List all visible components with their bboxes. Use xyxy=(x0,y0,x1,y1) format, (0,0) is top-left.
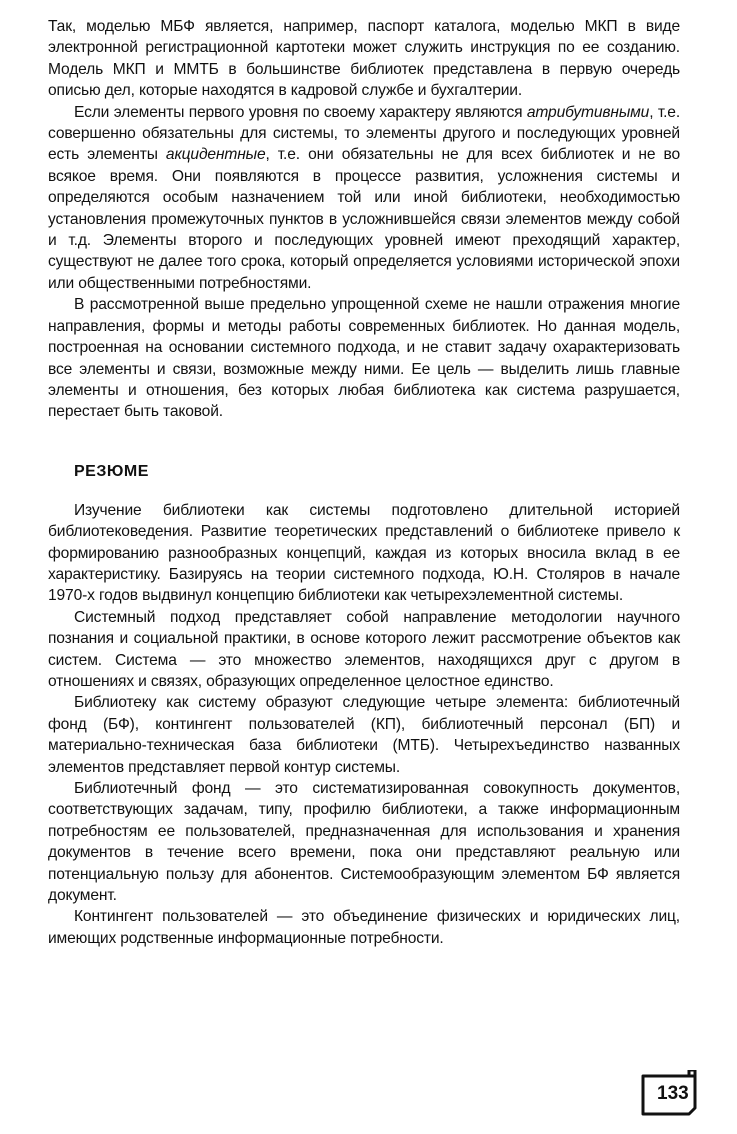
paragraph xyxy=(48,607,680,693)
paragraph-text: , т.е. совершенно обязательны для системы, то элементы другого и последующих уровней есть элементы xyxy=(48,103,681,164)
paragraph-text: Если элементы первого уровня по своему характеру являются xyxy=(74,103,527,121)
paragraph-text: Библиотечный фонд — это систематизированная совокупность документов, соответствующих задачам, типу, профилю библиотеки, а также информационным потребностям ее пользователей, предназначенная для использования и хранения документов в течение всего времени, пока они представляют реальную или потенциальную пользу для абонентов. Системообразующим элементом БФ является документ. xyxy=(48,780,680,905)
paragraph-text: Библиотеку как систему образуют следующие четыре элемента: библиотечный фонд (БФ), контингент пользователей (КП), библиотечный персонал (БП) и материально-техническая база библиотеки (МТБ). Четырехъединство названных элементов представляет первой контур системы. xyxy=(48,694,680,776)
paragraph-text: Изучение библиотеки как системы подготовлено длительной историей библиотековедения. Развитие теоретических представлений о библиотеке привело к формированию разнообразных концепций, каждая из которых вносила вклад в ее характеристику. Базируясь на теории системного подхода, Ю.Н. Столяров в начале 1970-х годов выдвинул концепцию библиотеки как четырехэлементной системы. xyxy=(48,501,680,605)
paragraph xyxy=(48,500,680,607)
page-body xyxy=(48,16,680,949)
paragraph xyxy=(48,692,680,778)
paragraph-text: Контингент пользователей — это объединение физических и юридических лиц, имеющих родственные информационные потребности. xyxy=(48,908,680,947)
section-heading: РЕЗЮМЕ xyxy=(74,462,149,480)
paragraph xyxy=(48,102,680,295)
paragraph xyxy=(48,294,680,422)
page-number-badge xyxy=(637,1070,699,1116)
italic-term: атрибутивными xyxy=(526,103,650,121)
italic-term: акцидентные xyxy=(165,146,266,164)
paragraph-text: В рассмотренной выше предельно упрощенной схеме не нашли отражения многие направления, формы и методы работы современных библиотек. Но данная модель, построенная на основании системного подхода, и не ставит задачу охарактеризовать все элементы и связи, возможные между ними. Ее цель — выделить лишь главные элементы и отношения, без которых любая библиотека как система разрушается, перестает быть таковой. xyxy=(48,296,680,421)
paragraph xyxy=(48,16,680,102)
paragraph xyxy=(48,778,680,906)
paragraph-text: , т.е. они обязательны не для всех библиотек и не во всякое время. Они появляются в процессе развития, усложнения системы и определяются особым назначением той или иной библиотеки, необходимостью установления промежуточных пунктов в усложнившейся связи элементов между собой и т.д. Элементы второго и последующих уровней имеют преходящий характер, существуют не далее того срока, который определяется условиями исторической эпохи или общественными потребностями. xyxy=(48,146,680,292)
page-number: 133 xyxy=(657,1083,689,1104)
paragraph-text: Так, моделью МБФ является, например, паспорт каталога, моделью МКП в виде электронной регистрационной картотеки может служить инструкция по ее созданию. Модель МКП и ММТБ в большинстве библиотек представлена в первую очередь описью дел, которые находятся в кадровой службе и бухгалтерии. xyxy=(48,18,680,100)
paragraph xyxy=(48,906,680,949)
paragraph-text: Системный подход представляет собой направление методологии научного познания и социальной практики, в основе которого лежит рассмотрение объектов как систем. Система — это множество элементов, находящихся друг с другом в отношениях и связях, образующих определенное целостное единство. xyxy=(48,608,680,690)
text-section-summary xyxy=(48,500,680,950)
text-section-top xyxy=(48,16,680,423)
